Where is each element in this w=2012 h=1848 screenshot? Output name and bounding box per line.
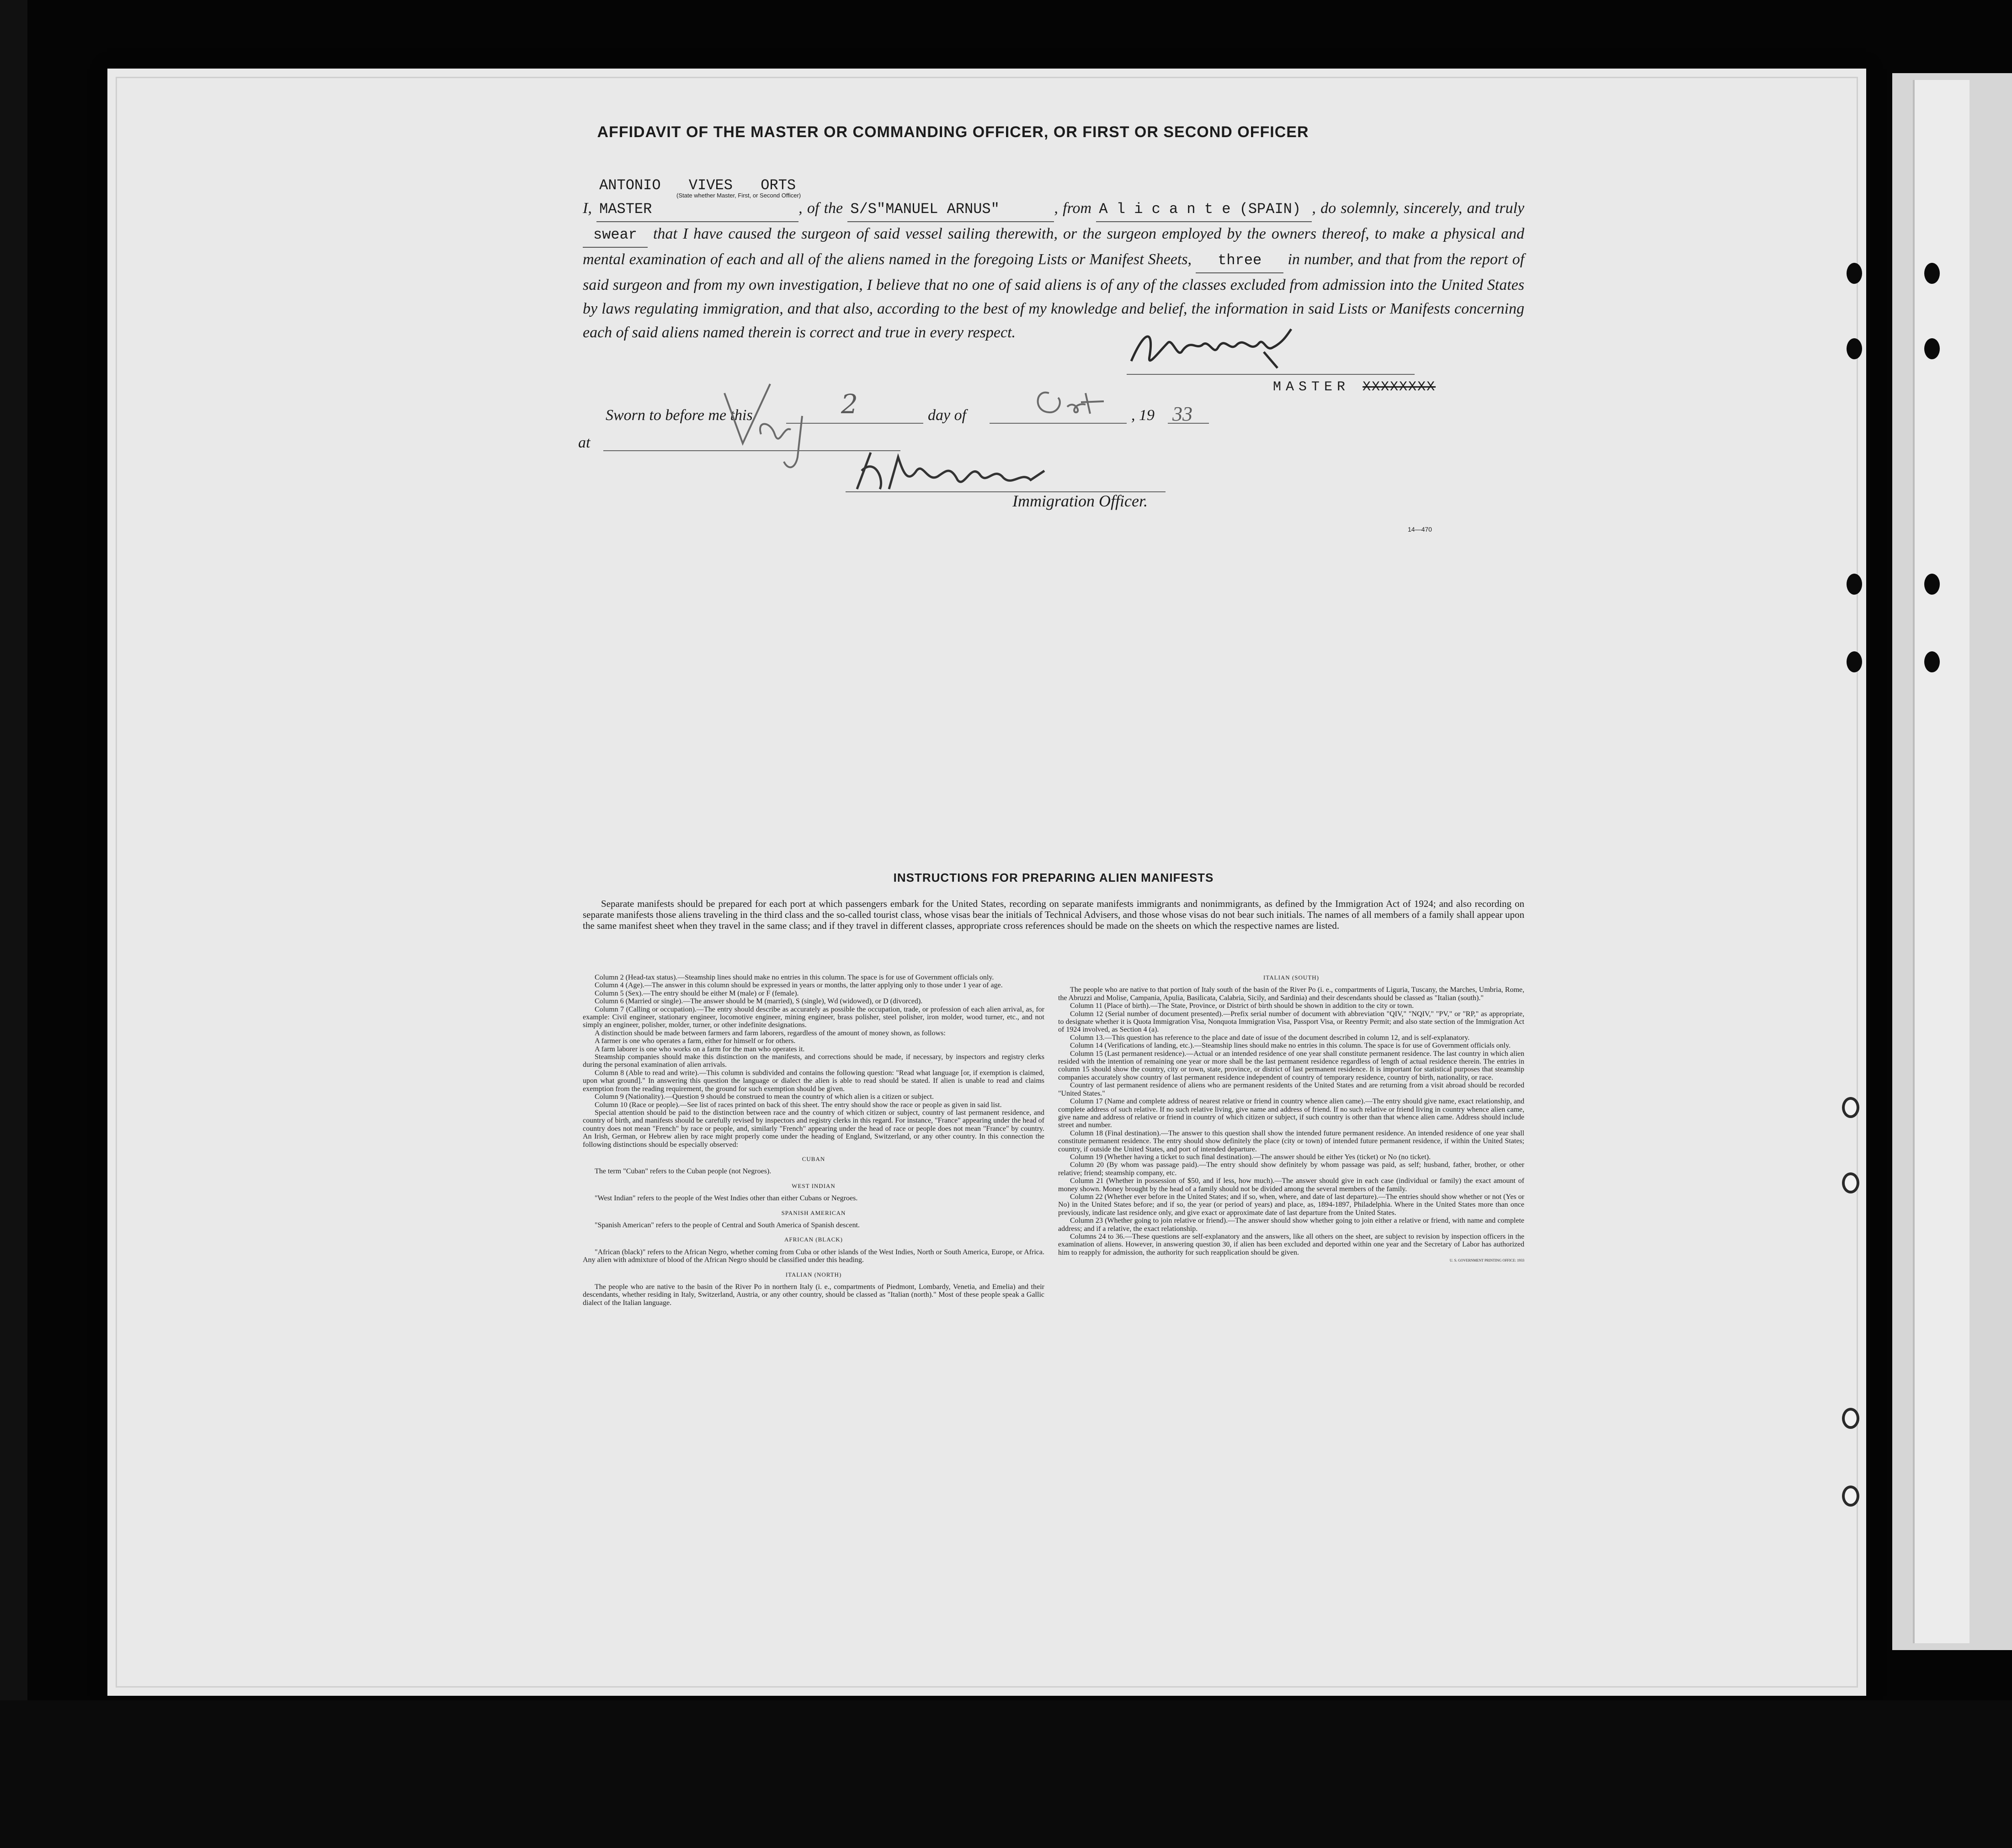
italian-north-text: The people who are native to the basin of the River Po in northern Italy (i. e., compartments of Piedmont, Lombardy, Venetia, and Emelia) and their descendants, whether residing in Italy, Switzerland, Austria, or any other country, should be classed as "Italian (north)." Most of these people speak a Gallic dialect of the Italian language.	[583, 1283, 1044, 1307]
master-title	[1273, 379, 1436, 395]
instruction-paragraph: A farm laborer is one who works on a farm for the man who operates it.	[595, 1045, 805, 1053]
punch-hole	[1842, 1097, 1859, 1118]
instruction-paragraph: Column 5 (Sex).—The entry should be either M (male) or F (female).	[595, 989, 799, 997]
west-indian-text: "West Indian" refers to the people of the West Indies other than either Cubans or Negroes.	[595, 1194, 858, 1203]
year-prefix: , 19	[1131, 407, 1155, 424]
instruction-paragraph: Column 17 (Name and complete address of nearest relative or friend in country whence alien came).—The entry should give name, exact relationship, and complete address of such relative. If no such relative living, give name and address of friend. If no such relative or friend living in country whence alien came, give name and address of relative or friend in country of which citizen or subject, if such country is other than that whence alien came. Address should include street and number.	[1058, 1097, 1524, 1129]
do-text: , do	[1312, 200, 1336, 217]
from-text: , from	[1054, 200, 1092, 217]
instructions-title: INSTRUCTIONS FOR PREPARING ALIEN MANIFESTS	[893, 871, 1214, 884]
master-label: MASTER	[1273, 379, 1350, 395]
instruction-paragraph: Column 14 (Verifications of landing, etc.).—Steamship lines should make no entries in this column. The space is for use of Government officials only.	[1070, 1042, 1511, 1050]
punch-hole	[1847, 263, 1862, 284]
punch-hole	[1842, 1172, 1859, 1193]
form-number: 14—470	[1408, 526, 1432, 533]
place-handwriting	[715, 379, 816, 480]
instruction-paragraph: Steamship companies should make this distinction on the manifests, and corrections should be made, if necessary, by inspectors and registry clerks during the personal examination of alien arrivals.	[583, 1053, 1044, 1069]
rank-hint: (State whether Master, First, or Second Officer)	[676, 192, 801, 199]
heading-west-indian: WEST INDIAN	[792, 1182, 836, 1189]
instruction-paragraph: Column 2 (Head-tax status).—Steamship lines should make no entries in this column. The space is for use of Government officials only.	[595, 974, 994, 981]
punch-hole	[1842, 1486, 1859, 1507]
instruction-paragraph: Column 10 (Race or people).—See list of races printed on back of this sheet. The entry should show the race or people as given in said list.	[595, 1101, 1002, 1109]
spanish-american-text: "Spanish American" refers to the people of Central and South America of Spanish descent.	[595, 1221, 860, 1229]
punch-hole	[1924, 574, 1940, 595]
heading-spanish-american: SPANISH AMERICAN	[781, 1209, 846, 1216]
instruction-paragraph: Column 8 (Able to read and write).—This column is subdivided and contains the following question: "Read what language [or, if exemption is claimed, upon what ground]." In answering this question the language or dialect the alien is able to read should be stated. If alien is unable to read and claims exemption from the reading requirement, the ground for such exemption should be given.	[583, 1069, 1044, 1093]
instruction-paragraph: A farmer is one who operates a farm, either for himself or for others.	[595, 1037, 796, 1045]
instruction-paragraph: Column 15 (Last permanent residence).—Actual or an intended residence of one year shall constitute permanent residence. The last country in which alien resided with the intention of remaining one year or more shall be the last permanent residence regardless of length of actual residence therein. The entries in column 15 should show the country, city or town, state, province, or district of last permanent residence. It is important for statistical purposes that steamship companies accurately show country of last permanent residence independent of country of temporary residence, country of birth, nationality, or race.	[1058, 1049, 1524, 1081]
punch-hole	[1847, 338, 1862, 359]
instruction-paragraph: Column 9 (Nationality).—Question 9 should be construed to mean the country of which alien is a citizen or subject.	[595, 1093, 934, 1101]
instruction-paragraph: Column 23 (Whether going to join relative or friend).—The answer should show whether going to join either a relative or friend, with name and complete address; and if a relative, the exact relationship.	[1058, 1217, 1524, 1233]
instruction-paragraph: Column 6 (Married or single).—The answer should be M (married), S (single), Wd (widowed), or D (divorced).	[595, 997, 923, 1006]
master-signature-line	[1127, 374, 1415, 375]
punch-hole	[1924, 263, 1940, 284]
sheets-count: three	[1196, 249, 1283, 273]
day-of-text: day of	[928, 407, 967, 424]
heading-italian-south: ITALIAN (SOUTH)	[1263, 974, 1319, 981]
day-value: 2	[841, 389, 858, 420]
instruction-paragraph: Column 19 (Whether having a ticket to such final destination).—The answer should be either Yes (ticket) or No (no ticket).	[1070, 1153, 1431, 1161]
month-line	[990, 423, 1127, 424]
instructions-right-column	[1058, 974, 1524, 1265]
cuban-text: The term "Cuban" refers to the Cuban people (not Negroes).	[595, 1167, 772, 1176]
affidavit-title: AFFIDAVIT OF THE MASTER OR COMMANDING OFFICER, OR FIRST OR SECOND OFFICER	[597, 123, 1309, 141]
printing-office-note: U. S. GOVERNMENT PRINTING OFFICE: 1933	[1449, 1258, 1524, 1263]
affidavit-paragraph	[583, 174, 1524, 345]
heading-cuban: CUBAN	[802, 1155, 825, 1162]
instruction-paragraph: Column 12 (Serial number of document presented).—Prefix serial number of document with abbreviation "QIV," "NQIV," "PV," or "RP," as appropriate, to designate whether it is Quota Immigration Visa, Nonquota Immigration Visa, Passport Visa, or Reentry Permit; and also state section of the Immigration Act of 1924 involved, as Section 4 (a).	[1058, 1010, 1524, 1034]
vessel-name: S/S"MANUEL ARNUS"	[847, 197, 1054, 222]
binder-strip-inner	[1913, 80, 1969, 1643]
heading-african: AFRICAN (BLACK)	[784, 1236, 843, 1243]
officer-signature	[848, 443, 1058, 498]
instruction-paragraph: Column 4 (Age).—The answer in this column should be expressed in years or months, the latter applying only to those under 1 year of age.	[595, 981, 1003, 990]
heading-italian-north: ITALIAN (NORTH)	[785, 1271, 842, 1278]
instruction-paragraph: Country of last permanent residence of aliens who are permanent residents of the United States and are returning from a visit abroad should be recorded "United States."	[1058, 1081, 1524, 1097]
of-the-text: , of the	[798, 200, 843, 217]
instruction-paragraph: Column 22 (Whether ever before in the United States; and if so, when, where, and date of last departure).—The entries should show whether or not (Yes or No) in the United States before; and if so, the year (or period of years) and place, as, 1894-1897, Philadelphia. Where in the United States more than once previously, indicate last residence only, and give exact or approximate date of last departure from the United States.	[1058, 1193, 1524, 1217]
instruction-paragraph: Special attention should be paid to the distinction between race and the country of which citizen or subject, country of last permanent residence, and country of birth, and manifests should be carefully revised by inspectors and registry clerks in this regard. For instance, "France" appearing under the head of country does not mean "French" by race or people, and, similarly "French" appearing under the head of race or people does not mean "France" by country. An Irish, German, or Hebrew alien by race might properly come under the heading of England, Switzerland, or any other country. In this connection the following distinctions should be especially observed:	[583, 1108, 1044, 1149]
sworn-text: Sworn to before me this	[606, 407, 753, 424]
punch-hole	[1924, 651, 1940, 672]
oath-word: swear	[583, 223, 648, 248]
document-page	[107, 69, 1866, 1696]
master-suffix: XXXXXXXX	[1363, 379, 1436, 395]
instructions-left-column	[583, 974, 1044, 1307]
instruction-paragraph: A distinction should be made between farmers and farm laborers, regardless of the amount of money shown, as follows:	[595, 1029, 946, 1037]
instruction-paragraph: Column 11 (Place of birth).—The State, Province, or District of birth should be shown in addition to the city or town.	[1070, 1002, 1414, 1010]
instruction-paragraph: Column 7 (Calling or occupation).—The entry should describe as accurately as possible the occupation, trade, or profession of each alien arrival, as, for example: Civil engineer, stationary engineer, locomotive engineer, mining engineer, brass polisher, steel polisher, iron molder, wood turner, etc., and not simply an engineer, polisher, molder, turner, or other indefinite designations.	[583, 1005, 1044, 1029]
instructions-intro: Separate manifests should be prepared for each port at which passengers embark for the United States, recording on separate manifests immigrants and nonimmigrants, as defined by the Immigration Act of 1924; and also recording on separate manifests those aliens traveling in the third class and the so-called tourist class, whose visas bear the initials of Technical Advisers, and those whose visas do not bear such initials. The names of all members of a family shall appear upon the same manifest sheet when they travel in the same class; and if they travel in different classes, appropriate cross references should be made on the sheets on which the respective names are listed.	[583, 898, 1524, 931]
scan-bottom-edge	[0, 1700, 2012, 1848]
officer-name: ANTONIO VIVES ORTS	[599, 177, 796, 194]
african-text: "African (black)" refers to the African Negro, whether coming from Cuba or other islands of the West Indies, North or South America, Europe, or Africa. Any alien with admixture of blood of the African Negro should be classified under this heading.	[583, 1248, 1044, 1264]
instruction-paragraph: Column 13.—This question has reference to the place and date of issue of the document described in column 12, and is self-explanatory.	[1070, 1033, 1470, 1042]
instruction-paragraph: Column 20 (By whom was passage paid).—The entry should show definitely by whom passage was paid, as self; husband, father, brother, or other relative; friend; steamship company, etc.	[1058, 1161, 1524, 1177]
affidavit-body-2: in number, and that from the report of said surgeon and from my own investigation, I believe that no one of said aliens is of any of the classes excluded from admission into the United States by laws regulating immigration, and that also, according to the best of my knowledge and belief, the information in said Lists or Manifests concerning each of said aliens named therein is correct and true in every respect.	[583, 251, 1525, 341]
instruction-paragraph: Column 21 (Whether in possession of $50, and if less, how much).—The answer should give in each case (individual or family) the exact amount of money shown. Money brought by the head of a family should not be divided among the several members of the family.	[1058, 1177, 1524, 1193]
affidavit-i: I,	[583, 200, 592, 217]
year-value: 33	[1172, 403, 1192, 425]
at-text: at	[578, 434, 591, 451]
departure-port: A l i c a n t e (SPAIN)	[1096, 197, 1312, 222]
affidavit-body-1: that I have caused the surgeon of said vessel sailing therewith, or the surgeon employed by the owners thereof, to make a physical and mental examination of each and all of the aliens named in the foregoing Lists or Manifest Sheets,	[583, 225, 1525, 268]
officer-rank: MASTER	[599, 201, 652, 218]
instruction-paragraph: Columns 24 to 36.—These questions are self-explanatory and the answers, like all others on the sheet, are subject to revision by inspection officers in the examination of aliens. However, in answering question 30, if alien has been excluded and deported within one year and the Secretary of Labor has authorized him to reapply for admission, the authority for such reapplication should be given.	[1058, 1233, 1524, 1257]
master-signature	[1127, 325, 1328, 375]
punch-hole	[1847, 651, 1862, 672]
punch-hole	[1842, 1408, 1859, 1429]
scan-left-edge	[0, 0, 27, 1848]
punch-hole	[1924, 338, 1940, 359]
instruction-paragraph: Column 18 (Final destination).—The answer to this question shall show the intended future permanent residence. An intended residence of one year shall constitute permanent residence. The entry should show definitely the place (city or town) of intended future permanent residence, if within the United States; country, if outside the United States, and port of intended departure.	[1058, 1129, 1524, 1153]
instruction-paragraph: The people who are native to that portion of Italy south of the basin of the River Po (i. e., compartments of Liguria, Tuscany, the Marches, Umbria, Rome, the Abruzzi and Molise, Campania, Apulia, Basilicata, Calabria, Sicily, and Sardinia) and their descendants should be classed as "Italian (south)."	[1058, 986, 1524, 1002]
punch-hole	[1847, 574, 1862, 595]
solemnly-text: solemnly, sincerely, and truly	[1341, 200, 1524, 217]
immigration-officer-label: Immigration Officer.	[1012, 492, 1148, 510]
month-handwriting	[1031, 384, 1113, 421]
